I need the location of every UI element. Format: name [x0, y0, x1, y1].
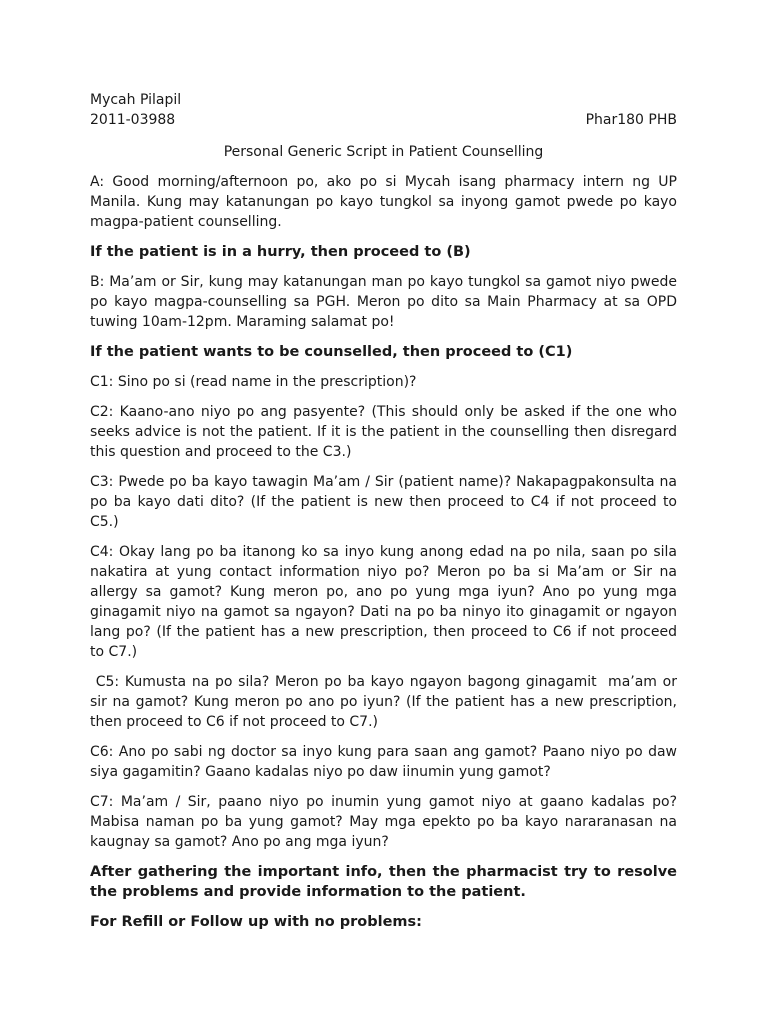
paragraph-c6: C6: Ano po sabi ng doctor sa inyo kung para saan ang gamot? Paano niyo po daw siya gagamitin? Gaano kadalas niyo po daw iinumin yung gamot?	[90, 744, 677, 780]
paragraph-c7: C7: Ma’am / Sir, paano niyo po inumin yung gamot niyo at gaano kadalas po? Mabisa naman po ba yung gamot? May mga epekto po ba kayo nararanasan na kaugnay sa gamot? Ano po ang mga iyun?	[90, 794, 677, 850]
instruction-counselled: If the patient wants to be counselled, then proceed to (C1)	[90, 344, 573, 360]
instruction-hurry: If the patient is in a hurry, then proceed to (B)	[90, 244, 471, 260]
instruction-after-gathering: After gathering the important info, then the pharmacist try to resolve the problems and provide information to the patient.	[90, 864, 677, 900]
document-title: Personal Generic Script in Patient Counselling	[223, 144, 544, 160]
author-name: Mycah Pilapil	[90, 92, 182, 108]
id-course-row	[90, 110, 677, 130]
paragraph-c2: C2: Kaano-ano niyo po ang pasyente? (This should only be asked if the one who seeks advice is not the patient. If it is the patient in the counselling then disregard this question and proceed to the C3.)	[90, 404, 677, 460]
paragraph-c1: C1: Sino po si (read name in the prescription)?	[90, 374, 417, 390]
instruction-refill: For Refill or Follow up with no problems:	[90, 914, 422, 930]
student-id: 2011-03988	[90, 112, 176, 128]
paragraph-a-greeting: A: Good morning/afternoon po, ako po si Mycah isang pharmacy intern ng UP Manila. Kung may katanungan po kayo tungkol sa inyong gamot pwede po kayo magpa-patient counselling.	[90, 174, 677, 230]
paragraph-b: B: Ma’am or Sir, kung may katanungan man po kayo tungkol sa gamot niyo pwede po kayo magpa-counselling sa PGH. Meron po dito sa Main Pharmacy at sa OPD tuwing 10am-12pm. Maraming salamat po!	[90, 274, 677, 330]
course-code: Phar180 PHB	[585, 112, 677, 128]
paragraph-c4: C4: Okay lang po ba itanong ko sa inyo kung anong edad na po nila, saan po sila nakatira at yung contact information niyo po? Meron po ba si Ma’am or Sir na allergy sa gamot? Kung meron po, ano po yung mga iyun? Ano po yung mga ginagamit niyo na gamot sa ngayon? Dati na po ba ninyo ito ginagamit or ngayon lang po? (If the patient has a new prescription, then proceed to C6 if not proceed to C7.)	[90, 544, 677, 660]
paragraph-c5: C5: Kumusta na po sila? Meron po ba kayo ngayon bagong ginagamit ma’am or sir na gamot? Kung meron po ano po iyun? (If the patient has a new prescription, then proceed to C6 if not proceed to C7.)	[90, 674, 682, 730]
document-page	[90, 90, 682, 932]
paragraph-c3: C3: Pwede po ba kayo tawagin Ma’am / Sir (patient name)? Nakapagpakonsulta na po ba kayo dati dito? (If the patient is new then proceed to C4 if not proceed to C5.)	[90, 474, 677, 530]
